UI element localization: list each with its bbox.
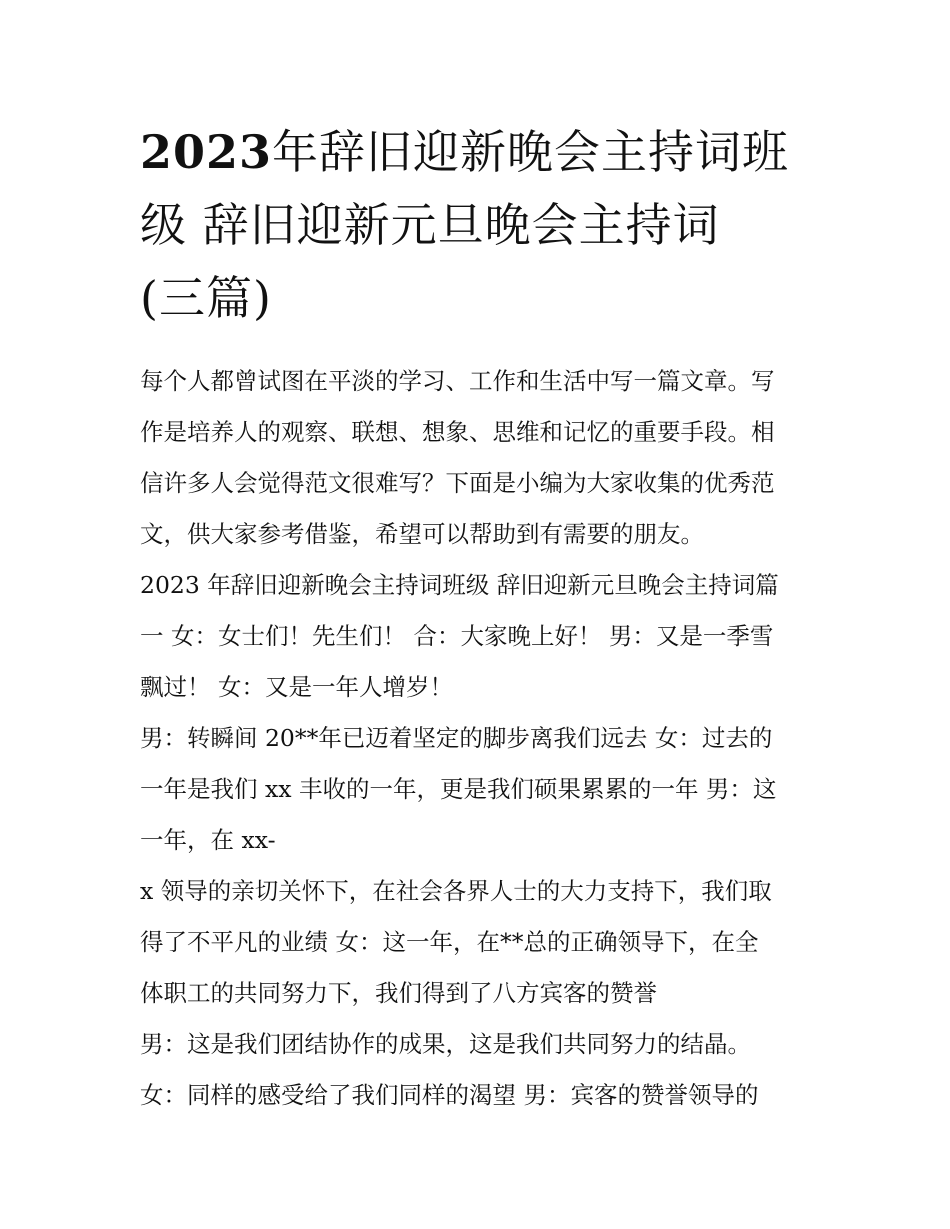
body-line: 男：转瞬间 20**年已迈着坚定的脚步离我们远去 女：过去的 xyxy=(140,724,773,752)
title-line-2: 级 辞旧迎新元旦晚会主持词 xyxy=(140,198,720,252)
body-line: 每个人都曾试图在平淡的学习、工作和生活中写一篇文章。写 xyxy=(140,367,775,395)
body-line: 一 女：女士们！先生们！ 合：大家晚上好！ 男：又是一季雪 xyxy=(140,622,774,650)
title-year: 2023 xyxy=(140,125,273,179)
body-line: 女：同样的感受给了我们同样的渴望 男：宾客的赞誉领导的 xyxy=(140,1081,759,1109)
body-line: 得了不平凡的业绩 女：这一年，在**总的正确领导下，在全 xyxy=(140,928,759,956)
title-line-1 xyxy=(140,116,820,189)
document-body xyxy=(140,356,820,1121)
body-line: 一年是我们 xx 丰收的一年，更是我们硕果累累的一年 男：这 xyxy=(140,775,777,803)
title-line-3: (三篇) xyxy=(140,271,272,325)
body-line: 体职工的共同努力下，我们得到了八方宾客的赞誉 xyxy=(140,979,657,1007)
document-title xyxy=(140,116,820,335)
body-line: 一年，在 xx- xyxy=(140,826,276,854)
body-line: x 领导的亲切关怀下，在社会各界人士的大力支持下，我们取 xyxy=(140,877,772,905)
body-line: 作是培养人的观察、联想、想象、思维和记忆的重要手段。相 xyxy=(140,418,775,446)
body-line: 飘过！ 女：又是一年人增岁！ xyxy=(140,673,453,701)
body-line: 文，供大家参考借鉴，希望可以帮助到有需要的朋友。 xyxy=(140,520,704,548)
body-line: 信许多人会觉得范文很难写？下面是小编为大家收集的优秀范 xyxy=(140,469,775,497)
title-line-1-text: 年辞旧迎新晚会主持词班 xyxy=(272,125,790,179)
body-line: 男：这是我们团结协作的成果，这是我们共同努力的结晶。 xyxy=(140,1030,751,1058)
body-line: 2023 年辞旧迎新晚会主持词班级 辞旧迎新元旦晚会主持词篇 xyxy=(140,571,779,599)
